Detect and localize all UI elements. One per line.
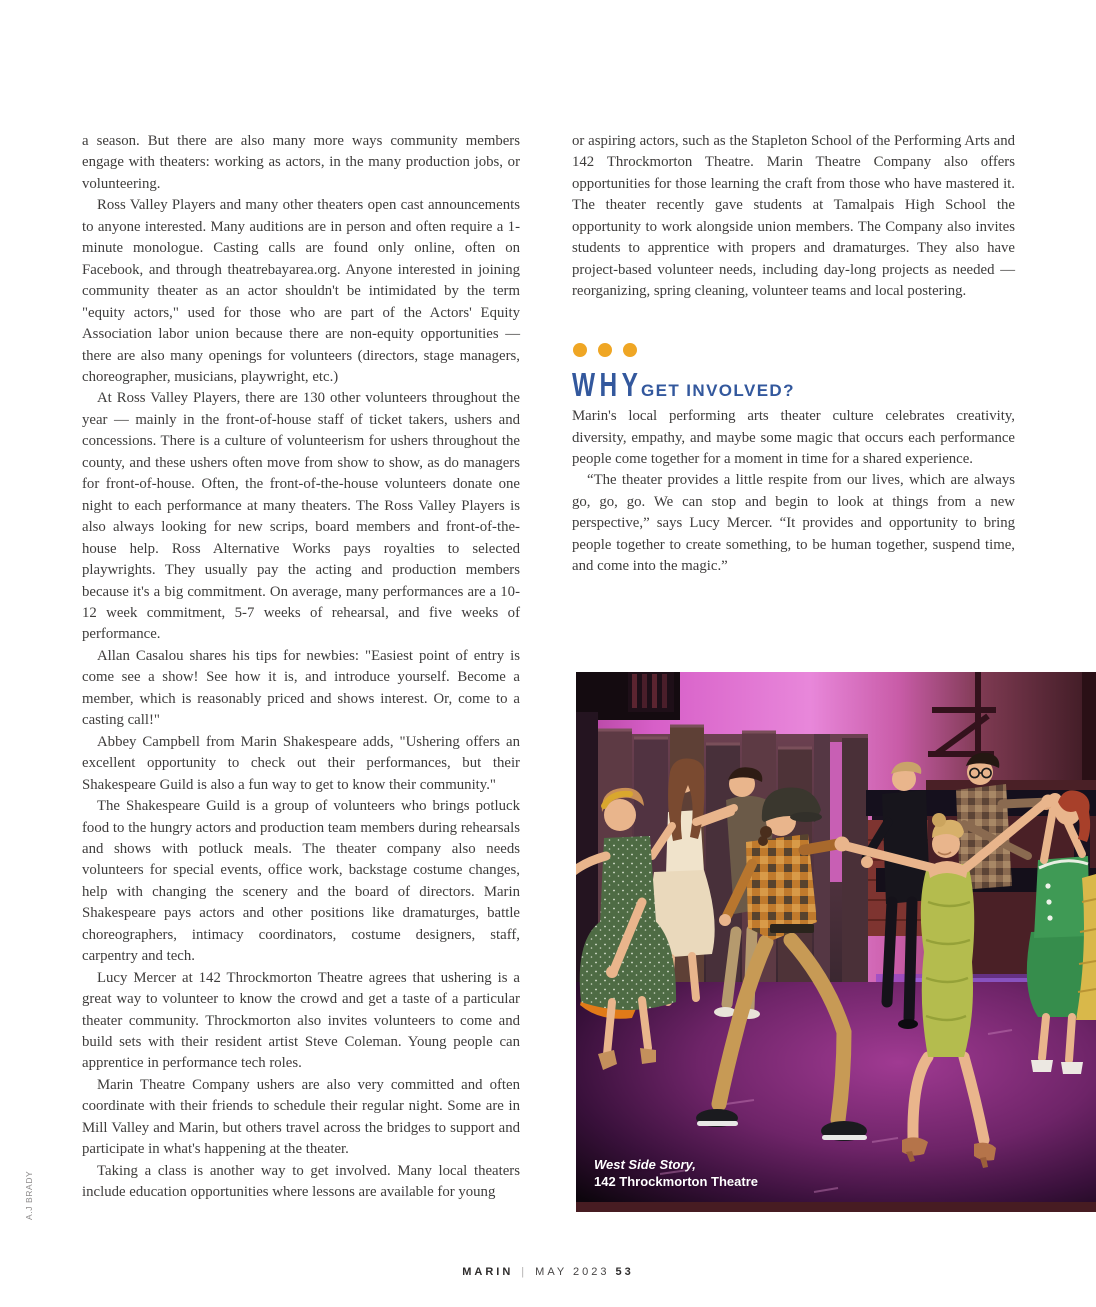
article-paragraph: Taking a class is another way to get involved. Many local theaters include education opportunities where lessons are available for young — [82, 1162, 520, 1201]
section-marker-dots — [573, 343, 1015, 357]
footer-issue: MAY 2023 — [535, 1266, 610, 1278]
accent-dot-icon — [598, 343, 612, 357]
footer-page-number: 53 — [615, 1266, 634, 1278]
accent-dot-icon — [573, 343, 587, 357]
article-paragraph: The Shakespeare Guild is a group of volunteers who brings potluck food to the hungry actors and production team members during rehearsals and shows with potluck meals. The theater company also needs volunteers for special events, office work, backstage costume changes, help with changing the scenery and the board of directors. Marin Shakespeare pays actors and other positions like dramaturges, battle choreographers, intimacy coordinators, costume designers, staff, carpentry and tech. — [82, 798, 520, 965]
section-subtitle: GET INVOLVED? — [641, 380, 795, 400]
section-heading — [572, 365, 1015, 403]
article-paragraph: a season. But there are also many more ways community members engage with theaters: working as actors, in the many production jobs, or volunteering. — [82, 133, 520, 192]
article-paragraph: Marin's local performing arts theater culture celebrates creativity, diversity, empathy, and maybe some magic that occurs each performance people come together for a moment in time for a shared experience. — [572, 408, 1015, 467]
photo-caption-title: West Side Story, — [594, 1157, 696, 1172]
left-column — [82, 131, 520, 1204]
stage-photo-art — [576, 672, 1096, 1212]
article-paragraph: or aspiring actors, such as the Stapleton School of the Performing Arts and 142 Throckmorton Theatre. Marin Theatre Company also offers opportunities for those learning the craft from those who have mastered it. The theater recently gave students at Tamalpais High School the opportunity to work alongside union members. The Company also invites students to apprentice with propers and dramaturges. They also have project-based volunteer needs, including day-long projects as needed — reorganizing, spring cleaning, volunteer teams and local postering. — [572, 133, 1015, 300]
article-paragraph: Lucy Mercer at 142 Throckmorton Theatre agrees that ushering is a great way to volunteer to know the crowd and get a taste of a particular theater community. Throckmorton also invites volunteers to come and build sets with their resident artist Steve Coleman. Young people can apprentice in performance tech roles. — [82, 969, 520, 1072]
stage-photo — [576, 672, 1096, 1212]
photographer-credit: A.J BRADY — [24, 1170, 34, 1220]
accent-dot-icon — [623, 343, 637, 357]
footer-magazine-name: MARIN — [462, 1266, 514, 1278]
photo-caption-venue: 142 Throckmorton Theatre — [594, 1174, 758, 1189]
why-section — [572, 343, 1015, 578]
right-column — [572, 131, 1015, 578]
section-title: WHY — [572, 365, 643, 403]
article-paragraph: At Ross Valley Players, there are 130 other volunteers throughout the year — mainly in the front-of-house staff of ticket takers, ushers and concessions. There is a culture of volunteerism for ushers throughout the county, and these ushers often move from show to show, as do managers for front-of-house. Often, the front-of-the-house volunteers donate one night to each performance at many theaters. The Ross Valley Players is also always looking for new scrips, board members and front-of-the-house help. Ross Alternative Works pays royalties to selected playwrights. They usually pay the acting and production members because it's a big commitment. On average, many performances are a 10-12 week commitment, 5-7 weeks of rehearsal, and five weeks of performance. — [82, 390, 520, 643]
article-paragraph: Marin Theatre Company ushers are also very committed and often coordinate with their friends to schedule their regular night. Some are in Mill Valley and Marin, but others travel across the bridges to support and participate in what's happening at the theater. — [82, 1076, 520, 1158]
page-footer — [0, 1266, 1096, 1278]
photo-caption — [594, 1156, 758, 1190]
footer-separator: | — [521, 1266, 528, 1278]
article-paragraph: “The theater provides a little respite from our lives, which are always go, go, go. We can stop and begin to look at things from a new perspective,” says Lucy Mercer. “It provides and opportunity to bring people together to create something, to be human together, suspend time, and come into the magic.” — [572, 472, 1015, 575]
article-paragraph: Allan Casalou shares his tips for newbies: "Easiest point of entry is come see a show! See how it is, and introduce yourself. Become a member, which is reasonably priced and shows interest. Or, come to a casting call!" — [82, 647, 520, 729]
article-paragraph: Ross Valley Players and many other theaters open cast announcements to anyone interested. Many auditions are in person and often require a 1-minute monologue. Casting calls are found only online, often on Facebook, and through theatrebayarea.org. Anyone interested in joining community theater as an actor shouldn't be intimidated by the term "equity actors," used for those who are part of the Actors' Equity Association labor union because there are non-equity opportunities — there are also many openings for volunteers (directors, stage managers, choreographer, musicians, playwright, etc.) — [82, 197, 520, 385]
article-paragraph: Abbey Campbell from Marin Shakespeare adds, "Ushering offers an excellent opportunity to check out their performances, but their Shakespeare Guild is also a fun way to get to know their community." — [82, 733, 520, 793]
